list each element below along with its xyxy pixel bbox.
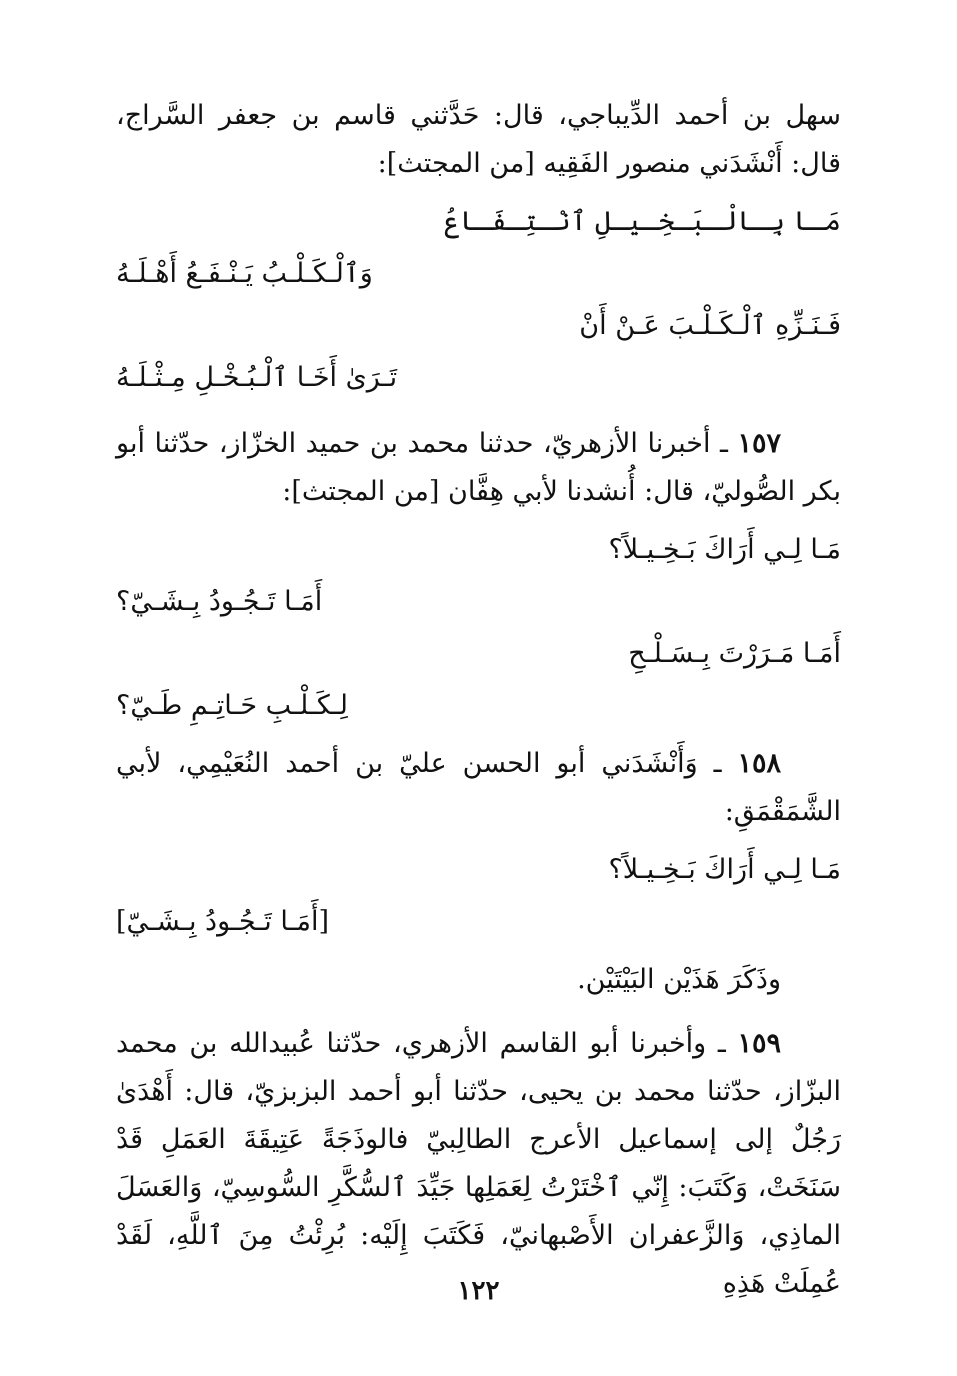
poem-3-line-1: مَـا لِـي أَرَاكَ بَـخِـيـلاً؟ [608, 854, 841, 885]
poem-1-line-1: مَـا بِـالْـبَـخِـيـلِ ٱنْـتِـفَـاعُ [444, 206, 841, 237]
poem-2-line-2: أَمَـا تَـجُـودُ بِـشَـيّ؟ [116, 586, 323, 617]
poem-2-line-3: أَمَـا مَـرَرْتَ بِـسَـلْـحِ [628, 638, 841, 669]
paragraph-158 [116, 740, 841, 836]
entry-number-159: ١٥٩ [737, 1028, 781, 1059]
poem-1 [116, 196, 841, 404]
page-number: ١٢٢ [457, 1276, 500, 1306]
poem-1-line-2: وَٱلْـكَـلْـبُ يَـنْـفَـعُ أَهْـلَـهُ [116, 258, 373, 289]
paragraph-158-text: ـ وَأَنْشَدَني أبو الحسن عليّ بن أحمد النُعَيْمِي، لأبي الشَّمَقْمَقِ: [116, 748, 841, 827]
poem-2 [116, 524, 841, 732]
poem-1-line-3: فَـنَـزِّهِ ٱلْـكَـلْـبَ عَـنْ أَنْ [579, 310, 841, 341]
poem-3 [116, 844, 841, 948]
entry-number-158: ١٥٨ [737, 748, 781, 779]
poem-1-line-4: تَـرَىٰ أَخَـا ٱلْـبُـخْـلِ مِـثْـلَـهُ [116, 362, 398, 393]
entry-number-157: ١٥٧ [737, 428, 781, 459]
paragraph-157-text: ـ أخبرنا الأزهريّ، حدثنا محمد بن حميد الخزّاز، حدّثنا أبو بكر الصُّوليّ، قال: أُنشدنا لأبي هِفَّان [من المجتث]: [116, 428, 841, 507]
paragraph-two-verses: وذَكَرَ هَذَيْن البَيْتَيْن. [577, 964, 781, 995]
paragraph-159 [116, 1020, 841, 1308]
paragraph-157 [116, 420, 841, 516]
poem-2-line-4: لِـكَـلْـبِ حَـاتِـمِ طَـيّ؟ [116, 690, 348, 721]
paragraph-intro: سهل بن أحمد الدِّيباجي، قال: حَدَّثني قاسم بن جعفر السَّراج، قال: أَنْشَدَني منصور الفَقِيه [من المجتث]: [116, 100, 841, 179]
page-body [116, 92, 841, 1308]
paragraph-159-text: ـ وأخبرنا أبو القاسم الأزهري، حدّثنا عُبيدالله بن محمد البزّاز، حدّثنا محمد بن يحيى، حدّثنا أبو أحمد البزبزيّ، قال: أَهْدَىٰ رَجُلٌ إلى إسماعيل الأعرج الطالِبيّ فالوذَجَةً عَتِيقَةَ العَمَلِ قَدْ سَنَخَتْ، وَكَتَبَ: إِنّي ٱخْتَرْتُ لِعَمَلِها جَيِّدَ ٱلسُّكَّرِ السُّوسِيّ، وَالعَسَلَ الماذِي، وَالزَّعفران الأَصْبهانيّ، فَكَتَبَ إِلَيْه: بُرِئْتُ مِنَ ٱللَّهِ، لَقَدْ عُمِلَتْ هَذِهِ [116, 1028, 841, 1299]
poem-3-line-2: [أَمَـا تَـجُـودُ بِـشَـيّ] [116, 906, 329, 937]
poem-2-line-1: مَـا لِـي أَرَاكَ بَـخِـيـلاً؟ [608, 534, 841, 565]
